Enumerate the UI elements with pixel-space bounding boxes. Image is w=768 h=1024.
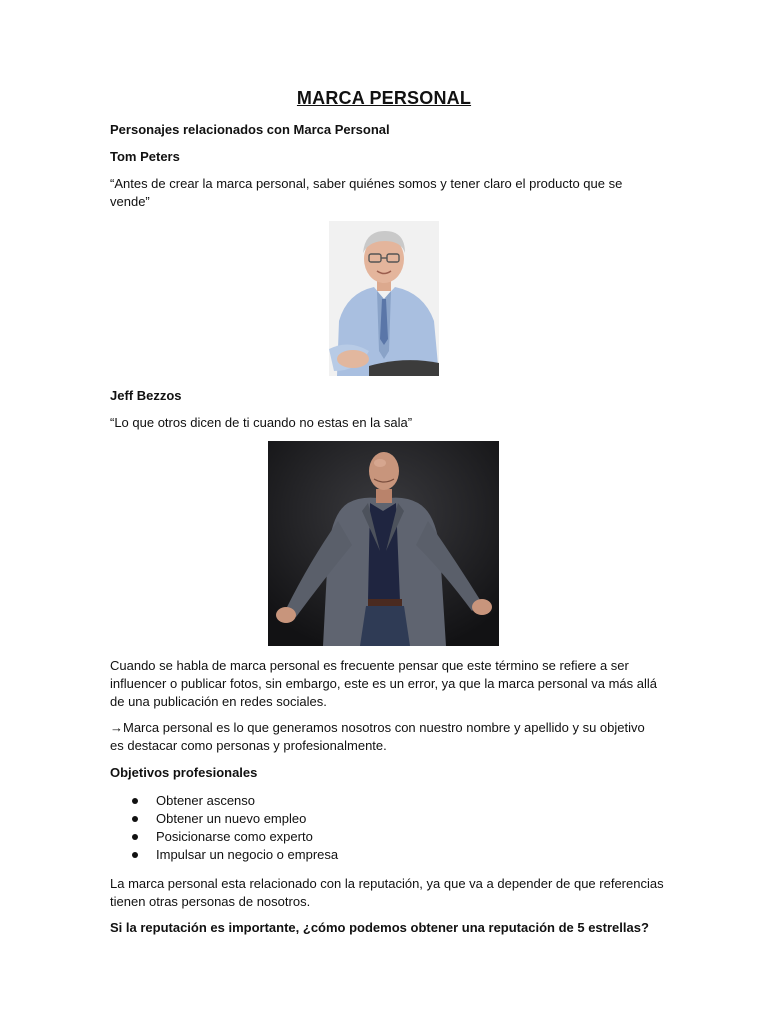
person2-name: Jeff Bezzos [110,388,182,403]
person1-quote: “Antes de crear la marca personal, saber quiénes somos y tener claro el producto que se vende” [110,176,623,209]
bullet-icon [132,816,138,822]
bullet-icon [132,852,138,858]
paragraph-2: Marca personal es lo que generamos nosotros con nuestro nombre y apellido y su objetivo es destacar como personas y profesionalmente. [110,720,645,753]
tom-peters-photo [329,221,439,376]
arrow-icon: → [110,720,123,735]
portrait-illustration [268,441,499,646]
list-item [110,846,650,864]
paragraph-3: La marca personal esta relacionado con la reputación, ya que va a depender de que referencias tienen otras personas de nosotros. [110,876,664,909]
objectives-heading: Objetivos profesionales [110,765,258,780]
list-item-text: Obtener un nuevo empleo [156,811,307,826]
list-item [110,792,650,810]
list-item-text: Obtener ascenso [156,793,256,808]
list-item-text: Posicionarse como experto [156,829,313,844]
list-item [110,810,650,828]
person1-name: Tom Peters [110,149,180,164]
portrait-illustration [329,221,439,376]
bullet-icon [132,834,138,840]
bullet-icon [132,798,138,804]
section-subtitle: Personajes relacionados con Marca Personal [110,122,390,137]
objectives-list [110,792,650,864]
paragraph-2-container [110,719,650,755]
list-item-text: Impulsar un negocio o empresa [156,847,339,862]
jeff-bezos-photo [268,441,499,646]
closing-question: Si la reputación es importante, ¿cómo podemos obtener una reputación de 5 estrellas? [110,920,649,935]
list-item [110,828,650,846]
person2-quote: “Lo que otros dicen de ti cuando no estas en la sala” [110,415,413,430]
page-title: MARCA PERSONAL [296,88,472,108]
paragraph-1: Cuando se habla de marca personal es frecuente pensar que este término se refiere a ser influencer o publicar fotos, sin embargo, este es un error, ya que la marca personal va más allá de una publicación en redes sociales. [110,658,658,709]
